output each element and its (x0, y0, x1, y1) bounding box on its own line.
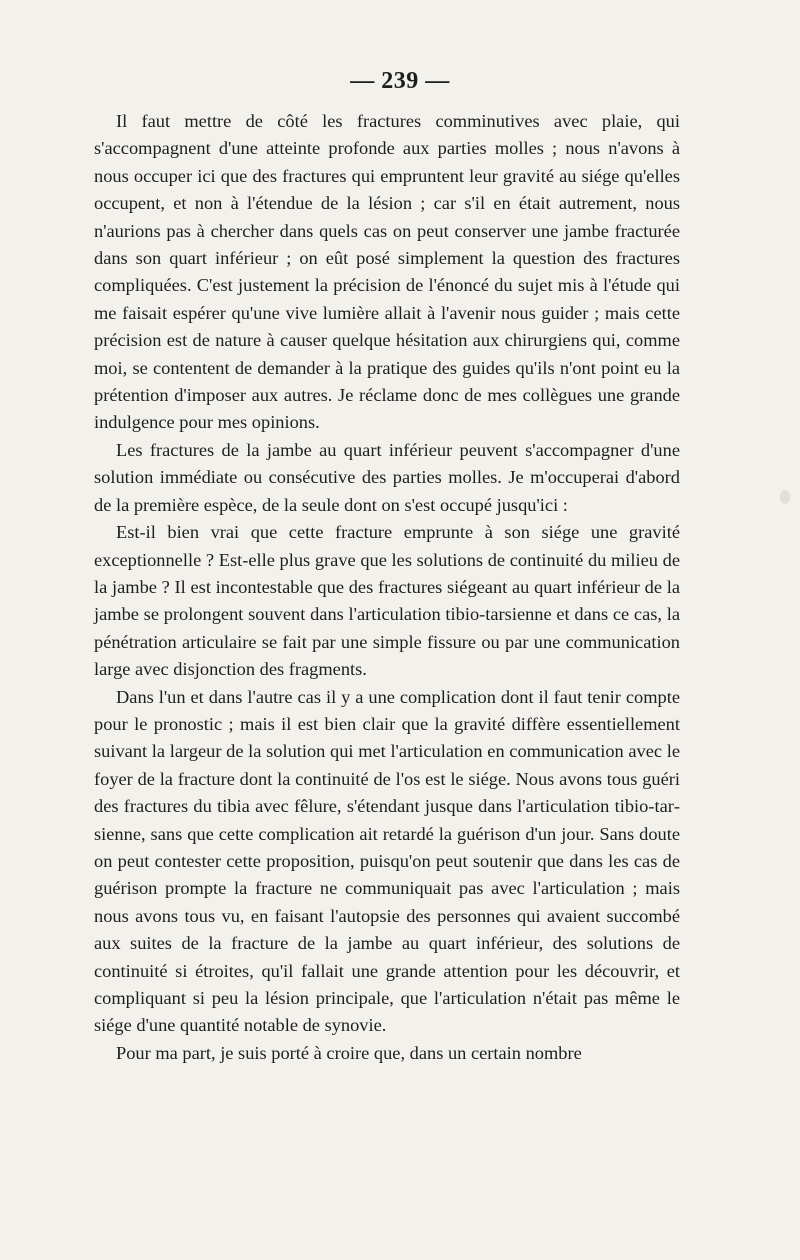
paper-stain (780, 490, 790, 504)
paragraph-3: Est-il bien vrai que cette fracture emprunte à son siége une gravité exceptionnelle ? Est-elle plus grave que les solutions de continuité du milieu de la jambe ? Il est incontestable que des fractures siégeant au quart inférieur de la jambe se prolongent souvent dans l'articulation tibio-tarsienne et dans ce cas, la pénétration articulaire se fait par une simple fissure ou par une communication large avec disjonction des fragments. (94, 522, 680, 680)
paragraph-5: Pour ma part, je suis porté à croire que, dans un certain nombre (116, 1042, 582, 1063)
body-text (94, 108, 680, 1067)
paragraph-4: Dans l'un et dans l'autre cas il y a une complication dont il faut tenir compte pour le pronostic ; mais il est bien clair que la gravité diffère essentiellement suivant la largeur de la solution qui met l'articulation en communication avec le foyer de la fracture dont la continuité de l'os est le siége. Nous avons tous guéri des fractures du tibia avec fêlure, s'étendant jusque dans l'articulation tibio-tarsienne, sans que cette complication ait retardé la guérison d'un jour. Sans doute on peut contester cette proposition, puisqu'on peut soutenir que dans les cas de guérison prompte la fracture ne communiquait pas avec l'articulation ; mais nous avons tous vu, en faisant l'autopsie des personnes qui avaient succombé aux suites de la fracture de la jambe au quart inférieur, des solutions de continuité si étroites, qu'il fallait une grande attention pour les découvrir, et compliquant si peu la lésion principale, que l'articulation n'était pas même le siége d'une quantité notable de synovie. (94, 686, 680, 1036)
paragraph-2: Les fractures de la jambe au quart inférieur peuvent s'accompagner d'une solution immédiate ou consécutive des parties molles. Je m'occuperai d'abord de la première espèce, de la seule dont on s'est occupé jusqu'ici : (94, 439, 680, 515)
paragraph-1: Il faut mettre de côté les fractures comminutives avec plaie, qui s'accompagnent d'une atteinte profonde aux parties molles ; nous n'avons à nous occuper ici que des fractures qui empruntent leur gravité au siége qu'elles occupent, et non à l'étendue de la lésion ; car s'il en était autrement, nous n'aurions pas à chercher dans quels cas on peut conserver une jambe fracturée dans son quart inférieur ; on eût posé simplement la question des fractures compliquées. C'est justement la précision de l'énoncé du sujet mis à l'étude qui me faisait espérer qu'une vive lumière allait à l'avenir nous guider ; mais cette précision est de nature à causer quelque hésitation aux chirurgiens qui, comme moi, se contentent de demander à la pratique des guides qu'ils n'ont point eu la prétention d'imposer aux autres. Je réclame donc de mes collègues une grande indulgence pour mes opinions. (94, 111, 680, 433)
page-number: — 239 — (350, 68, 450, 94)
